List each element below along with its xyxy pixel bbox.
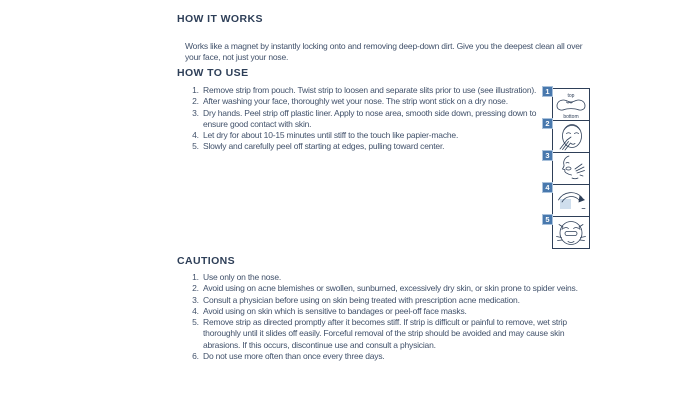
caution-item: 6. Do not use more often than once every three days.: [201, 351, 593, 362]
how-to-use-step: 2. After washing your face, thoroughly wet your nose. The strip wont stick on a dry nose.: [201, 96, 543, 107]
peel-strip-face-icon: [553, 217, 589, 248]
illustration-step-1: [545, 86, 590, 121]
strip-orientation-icon: [553, 89, 589, 120]
illustration-step-4: [545, 182, 590, 217]
how-to-use-list: [188, 85, 543, 153]
step-number-badge: 4: [542, 182, 553, 193]
illustration-step-5: [545, 214, 590, 249]
step-number-badge: 5: [542, 214, 553, 225]
cautions-list: [188, 272, 593, 362]
illustration-step-3: [545, 150, 590, 185]
caution-item: 1. Use only on the nose.: [201, 272, 593, 283]
strip-top-label: top: [567, 93, 575, 99]
wet-nose-face-icon: [553, 121, 589, 152]
how-to-use-heading: HOW TO USE: [177, 67, 249, 79]
cautions-heading: CAUTIONS: [177, 255, 236, 267]
caution-item: 2. Avoid using on acne blemishes or swollen, sunburned, excessively dry skin, or skin prone to spider veins.: [201, 283, 593, 294]
illustration-step-2: [545, 118, 590, 153]
how-to-use-step: 1. Remove strip from pouch. Twist strip to loosen and separate slits prior to use (see illustration).: [201, 85, 543, 96]
how-to-use-step: 3. Dry hands. Peel strip off plastic liner. Apply to nose area, smooth side down, pressing down to ensure good contact with skin.: [201, 108, 543, 131]
how-it-works-heading: HOW IT WORKS: [177, 13, 263, 25]
step-number-badge: 2: [542, 118, 553, 129]
how-to-use-step: 5. Slowly and carefully peel off starting at edges, pulling toward center.: [201, 141, 543, 152]
step-number-badge: 1: [542, 86, 553, 97]
caution-item: 5. Remove strip as directed promptly after it becomes stiff. If strip is difficult or painful to remove, wet strip thoroughly until it slides off easily. Forceful removal of the strip should be avoided and may cause skin abrasions. If this occurs, discontinue use and consult a physician.: [201, 317, 593, 351]
how-to-use-step: 4. Let dry for about 10-15 minutes until stiff to the touch like papier-mache.: [201, 130, 543, 141]
step-illustrations: [545, 86, 590, 249]
strip-bottom-label: bottom: [563, 114, 579, 120]
caution-item: 4. Avoid using on skin which is sensitive to bandages or peel-off face masks.: [201, 306, 593, 317]
apply-strip-profile-icon: [553, 153, 589, 184]
caution-item: 3. Consult a physician before using on skin being treated with prescription acne medication.: [201, 295, 593, 306]
step-number-badge: 3: [542, 150, 553, 161]
drying-time-arc-icon: [553, 185, 589, 216]
how-it-works-paragraph: Works like a magnet by instantly locking onto and removing deep-down dirt. Give you the deepest clean all over your face, not just your nose.: [185, 41, 583, 63]
